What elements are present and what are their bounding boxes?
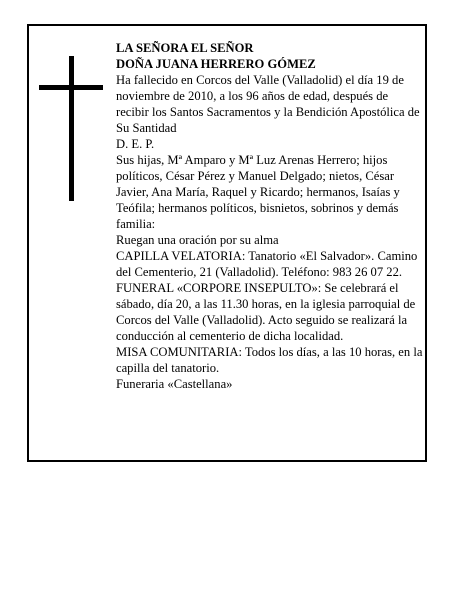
- cross-vertical-bar: [69, 56, 74, 201]
- cross-horizontal-bar: [39, 85, 103, 90]
- heading-title: LA SEÑORA EL SEÑOR: [116, 41, 254, 55]
- community-mass-info: MISA COMUNITARIA: Todos los días, a las 10 horas, en la capilla del tanatorio.: [116, 345, 423, 375]
- family-list: Sus hijas, Mª Amparo y Mª Luz Arenas Herrero; hijos políticos, César Pérez y Manuel Delgado; nietos, César Javier, Ana María, Raquel y Ricardo; hermanos, Isaías y Teófila; hermanos políticos, bisnietos, sobrinos y demás familia:: [116, 153, 400, 231]
- funeral-info: FUNERAL «CORPORE INSEPULTO»: Se celebrará el sábado, día 20, a las 11.30 horas, en la iglesia parroquial de Corcos del Valle (Valladolid). Acto seguido se realizará la conducción al cementerio de dicha localidad.: [116, 281, 416, 343]
- wake-chapel-info: CAPILLA VELATORIA: Tanatorio «El Salvador». Camino del Cementerio, 21 (Valladolid). Teléfono: 983 26 07 22.: [116, 249, 418, 279]
- obituary-notice: [27, 24, 427, 462]
- cross-icon: [39, 56, 103, 201]
- prayer-request: Ruegan una oración por su alma: [116, 233, 279, 247]
- rest-in-peace: D. E. P.: [116, 137, 155, 151]
- notice-text: [116, 40, 424, 392]
- funeral-home: Funeraria «Castellana»: [116, 377, 233, 391]
- death-announcement: Ha fallecido en Corcos del Valle (Valladolid) el día 19 de noviembre de 2010, a los 96 años de edad, después de recibir los Santos Sacramentos y la Bendición Apostólica de Su Santidad: [116, 73, 420, 135]
- deceased-name: DOÑA JUANA HERRERO GÓMEZ: [116, 57, 316, 71]
